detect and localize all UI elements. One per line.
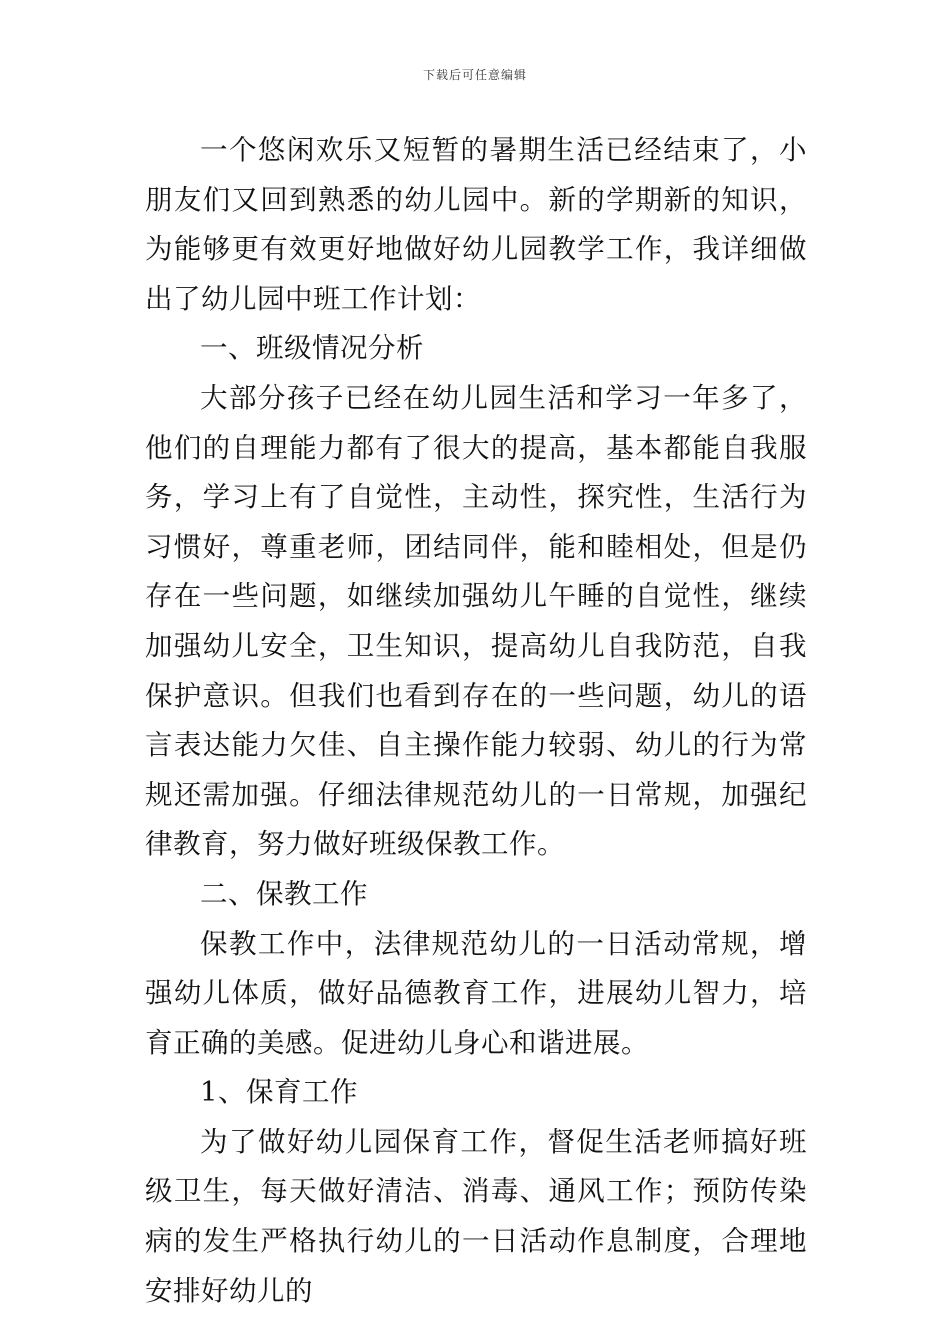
section-heading-care-education: 二、保教工作 xyxy=(200,877,368,910)
care-education-paragraph: 保教工作中，法律规范幼儿的一日活动常规，增强幼儿体质，做好品德教育工作，进展幼儿智力，培育正确的美感。促进幼儿身心和谐进展。 xyxy=(145,927,807,1059)
care-work-paragraph: 为了做好幼儿园保育工作，督促生活老师搞好班级卫生，每天做好清洁、消毒、通风工作；预防传染病的发生严格执行幼儿的一日活动作息制度，合理地安排好幼儿的 xyxy=(145,1125,807,1307)
class-analysis-paragraph: 大部分孩子已经在幼儿园生活和学习一年多了，他们的自理能力都有了很大的提高，基本都能自我服务，学习上有了自觉性，主动性，探究性，生活行为习惯好，尊重老师，团结同伴，能和睦相处，但是仍存在一些问题，如继续加强幼儿午睡的自觉性，继续加强幼儿安全，卫生知识，提高幼儿自我防范，自我保护意识。但我们也看到存在的一些问题，幼儿的语言表达能力欠佳、自主操作能力较弱、幼儿的行为常规还需加强。仔细法律规范幼儿的一日常规，加强纪律教育，努力做好班级保教工作。 xyxy=(145,381,807,861)
subsection-heading-care-work: 1、保育工作 xyxy=(200,1076,358,1109)
section-heading-class-analysis: 一、班级情况分析 xyxy=(200,332,424,365)
download-note: 下载后可任意编辑 xyxy=(422,68,527,82)
document-body xyxy=(145,126,807,1316)
intro-paragraph: 一个悠闲欢乐又短暂的暑期生活已经结束了，小朋友们又回到熟悉的幼儿园中。新的学期新的知识，为能够更有效更好地做好幼儿园教学工作，我详细做出了幼儿园中班工作计划： xyxy=(145,134,807,315)
